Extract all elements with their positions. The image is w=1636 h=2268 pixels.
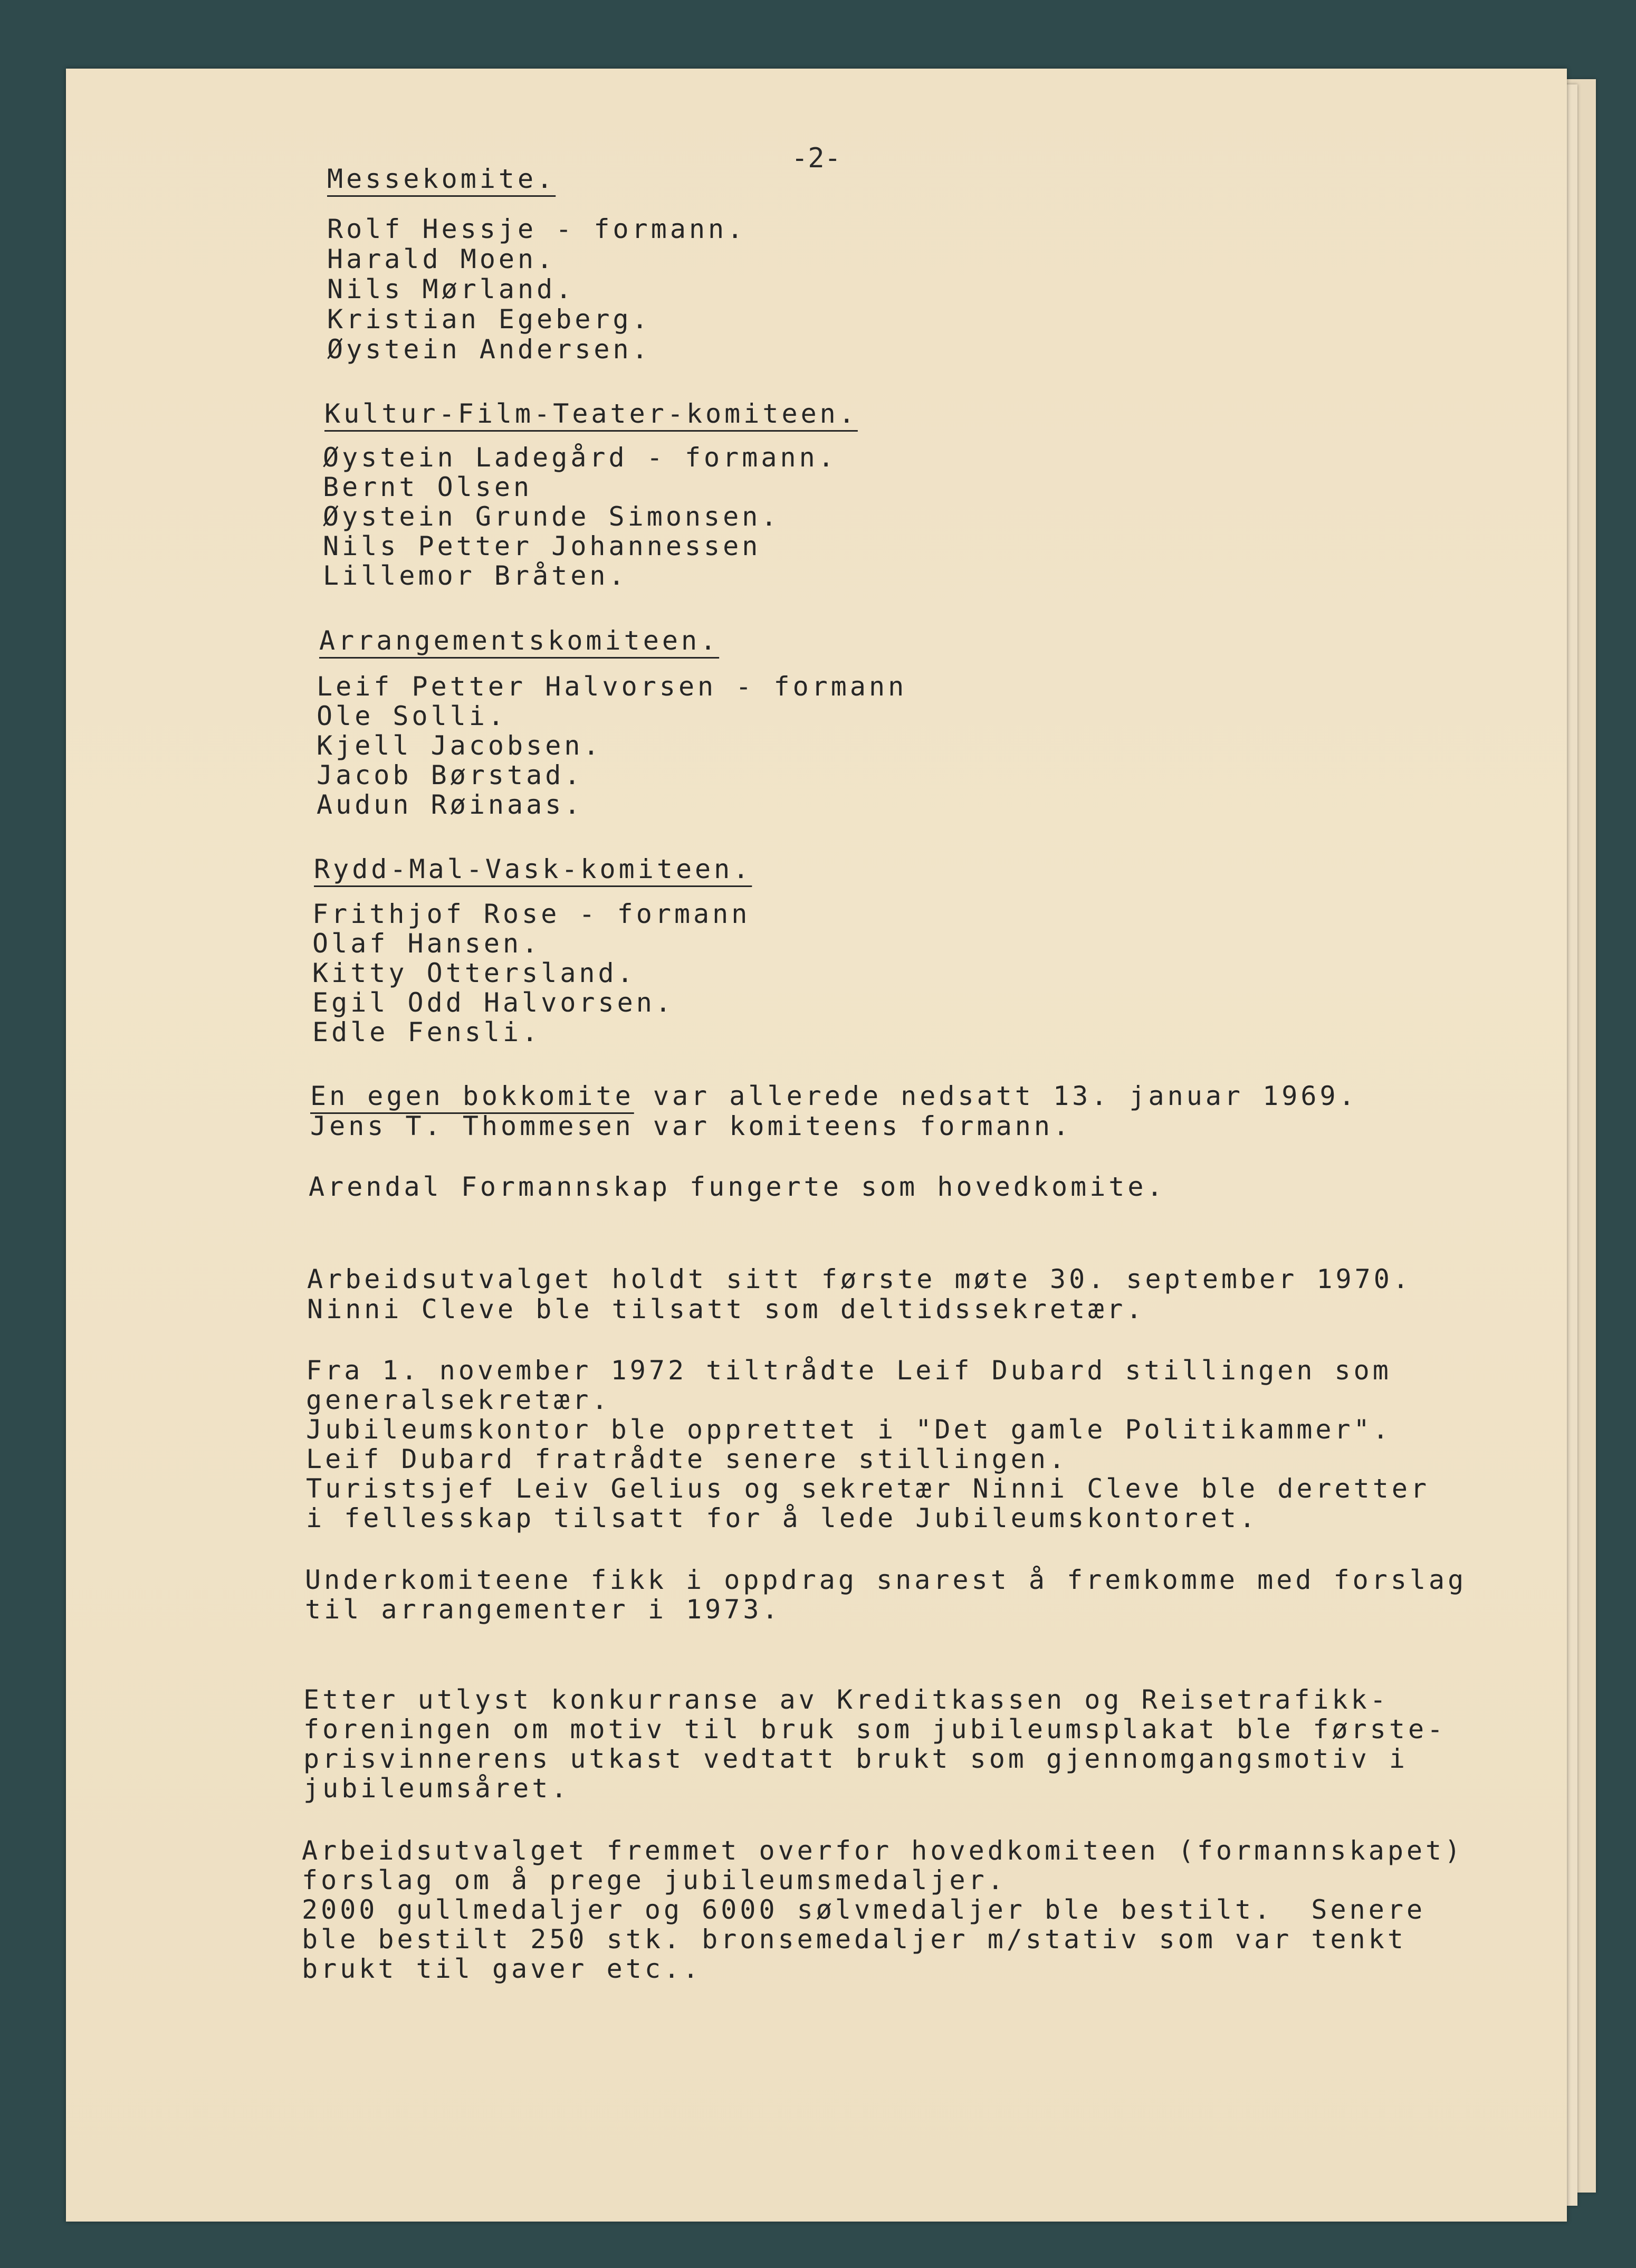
paragraph-line: 2000 gullmedaljer og 6000 sølvmedaljer ble bestilt. Senere	[302, 1894, 1426, 1925]
bokkomite-rest: var allerede nedsatt 13. januar 1969.	[634, 1081, 1358, 1111]
paragraph-line: til arrangementer i 1973.	[305, 1594, 781, 1625]
paragraph-line: i fellesskap tilsatt for å lede Jubileumskontoret.	[306, 1503, 1259, 1533]
member-line: Øystein Ladegård - formann.	[323, 442, 837, 473]
section-heading: Arrangementskomiteen.	[319, 625, 720, 656]
member-line: Bernt Olsen	[323, 472, 533, 502]
paragraph-line: Underkomiteene fikk i oppdrag snarest å fremkomme med forslag	[305, 1565, 1467, 1595]
paragraph-line: brukt til gaver etc..	[302, 1953, 702, 1984]
paragraph-line: Arbeidsutvalget fremmet overfor hovedkomiteen (formannskapet)	[302, 1835, 1464, 1866]
paragraph-line: generalsekretær.	[306, 1385, 611, 1415]
paragraph-line: Turistsjef Leiv Gelius og sekretær Ninni Cleve ble deretter	[306, 1473, 1430, 1504]
member-line: Rolf Hessje - formann.	[327, 214, 747, 244]
member-line: Kitty Ottersland.	[312, 958, 636, 988]
member-line: Olaf Hansen.	[312, 928, 541, 959]
paragraph-line: Leif Dubard fratrådte senere stillingen.	[306, 1444, 1068, 1474]
member-line: Leif Petter Halvorsen - formann	[317, 671, 907, 702]
member-line: Lillemor Bråten.	[323, 560, 628, 591]
paragraph-line: ble bestilt 250 stk. bronsemedaljer m/stativ som var tenkt	[302, 1924, 1407, 1955]
member-line: Edle Fensli.	[312, 1017, 541, 1047]
member-line: Kristian Egeberg.	[327, 304, 651, 335]
paragraph-line: forslag om å prege jubileumsmedaljer.	[302, 1865, 1007, 1895]
paragraph-line: jubileumsåret.	[303, 1773, 570, 1804]
paragraph-line: prisvinnerens utkast vedtatt brukt som gjennomgangsmotiv i	[303, 1743, 1408, 1774]
member-line: Nils Mørland.	[327, 274, 575, 304]
member-line: Frithjof Rose - formann	[312, 899, 751, 929]
member-line: Egil Odd Halvorsen.	[312, 987, 674, 1018]
paragraph-line: Etter utlyst konkurranse av Kreditkassen og Reisetrafikk-	[303, 1684, 1389, 1715]
paragraph-line: foreningen om motiv til bruk som jubileumsplakat ble første-	[303, 1714, 1447, 1745]
member-line: Øystein Grunde Simonsen.	[323, 501, 780, 532]
member-line: Jacob Børstad.	[317, 760, 583, 790]
paragraph-line: Ninni Cleve ble tilsatt som deltidssekretær.	[307, 1294, 1145, 1324]
member-line: Ole Solli.	[317, 701, 508, 731]
paragraph-line: Fra 1. november 1972 tiltrådte Leif Dubard stillingen som	[306, 1355, 1392, 1386]
section-heading: Rydd-Mal-Vask-komiteen.	[314, 854, 752, 884]
member-line: Audun Røinaas.	[317, 789, 583, 820]
section-heading: Messekomite.	[327, 164, 556, 194]
member-line: Harald Moen.	[327, 244, 556, 274]
bokkomite-underlined: En egen bokkomite	[310, 1081, 634, 1111]
paragraph-line: Arbeidsutvalget holdt sitt første møte 30. september 1970.	[307, 1264, 1412, 1294]
member-line: Øystein Andersen.	[327, 334, 651, 365]
page-number: -2-	[791, 142, 841, 174]
paragraph-line: Jubileumskontor ble opprettet i "Det gamle Politikammer".	[306, 1414, 1392, 1445]
bokkomite-line	[310, 1081, 1358, 1111]
paragraph-line: Arendal Formannskap fungerte som hovedkomite.	[309, 1171, 1166, 1202]
member-line: Nils Petter Johannessen	[323, 531, 761, 561]
section-heading: Kultur-Film-Teater-komiteen.	[324, 398, 858, 429]
bokkomite-formann-line: Jens T. Thommesen var komiteens formann.	[310, 1111, 1073, 1141]
member-line: Kjell Jacobsen.	[317, 730, 602, 761]
